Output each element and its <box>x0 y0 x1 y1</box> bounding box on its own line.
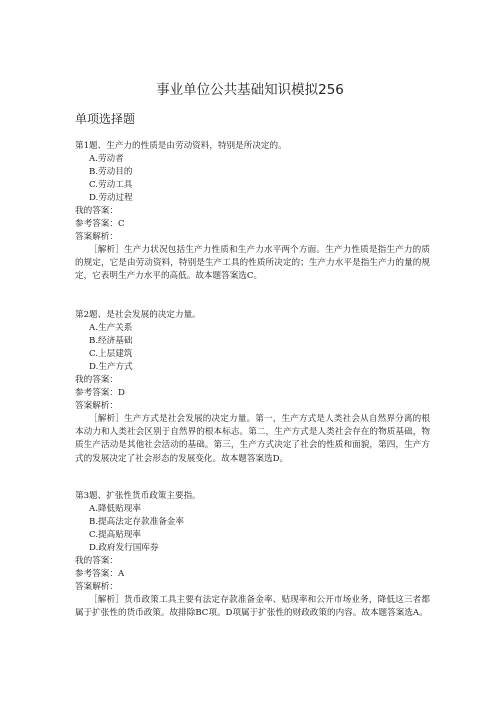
option-d: D.劳动过程 <box>89 193 133 203</box>
reference-answer: 参考答案：D <box>75 388 125 398</box>
analysis-label: 答案解析： <box>75 582 118 592</box>
option-c: C.提高贴现率 <box>89 530 141 540</box>
option-a: A.降低贴现率 <box>89 504 141 514</box>
question-2 <box>75 309 430 466</box>
question-stem: 第3题、扩张性货币政策主要指。 <box>75 491 201 501</box>
reference-answer: 参考答案：C <box>75 219 125 229</box>
option-b: B.提高法定存款准备金率 <box>89 517 184 527</box>
my-answer-label: 我的答案： <box>75 556 118 566</box>
explanation: ［解析］货币政策工具主要有法定存款准备金率、贴现率和公开市场业务，降低这三者都属于扩张性的货币政策。故排除BC项。D项属于扩张性的财政政策的内容。故本题答案选A。 <box>75 595 430 619</box>
explanation: ［解析］生产力状况包括生产力性质和生产力水平两个方面。生产力性质是指生产力的质的规定，它是由劳动资料，特别是生产工具的性质所决定的；生产力水平是指生产力的量的规定，它表明生产力水平的高低。故本题答案选C。 <box>75 245 430 282</box>
question-stem: 第2题、是社会发展的决定力量。 <box>75 310 201 320</box>
my-answer-label: 我的答案： <box>75 375 118 385</box>
analysis-label: 答案解析： <box>75 232 118 242</box>
analysis-label: 答案解析： <box>75 401 118 411</box>
explanation: ［解析］生产方式是社会发展的决定力量。第一，生产方式是人类社会从自然界分离的根本动力和人类社会区别于自然界的根本标志。第二，生产方式是人类社会存在的物质基础，物质生产活动是其他社会活动的基础。第三，生产方式决定了社会的性质和面貌，第四，生产方式的发展决定了社会形态的发展变化。故本题答案选D。 <box>75 414 430 464</box>
option-b: B.劳动目的 <box>89 167 133 177</box>
my-answer-label: 我的答案： <box>75 206 118 216</box>
section-title: 单项选择题 <box>75 112 136 126</box>
option-a: A.生产关系 <box>89 323 133 333</box>
option-b: B.经济基础 <box>89 336 133 346</box>
reference-answer: 参考答案：A <box>75 569 125 579</box>
option-c: C.劳动工具 <box>89 180 133 190</box>
option-d: D.生产方式 <box>89 362 133 372</box>
option-a: A.劳动者 <box>89 154 124 164</box>
option-d: D.政府发行国库券 <box>89 543 159 553</box>
option-c: C.上层建筑 <box>89 349 133 359</box>
question-1 <box>75 140 430 284</box>
question-3 <box>75 490 430 620</box>
page-title: 事业单位公共基础知识模拟256 <box>156 82 344 98</box>
question-stem: 第1题、生产力的性质是由劳动资料，特别是所决定的。 <box>75 141 287 151</box>
